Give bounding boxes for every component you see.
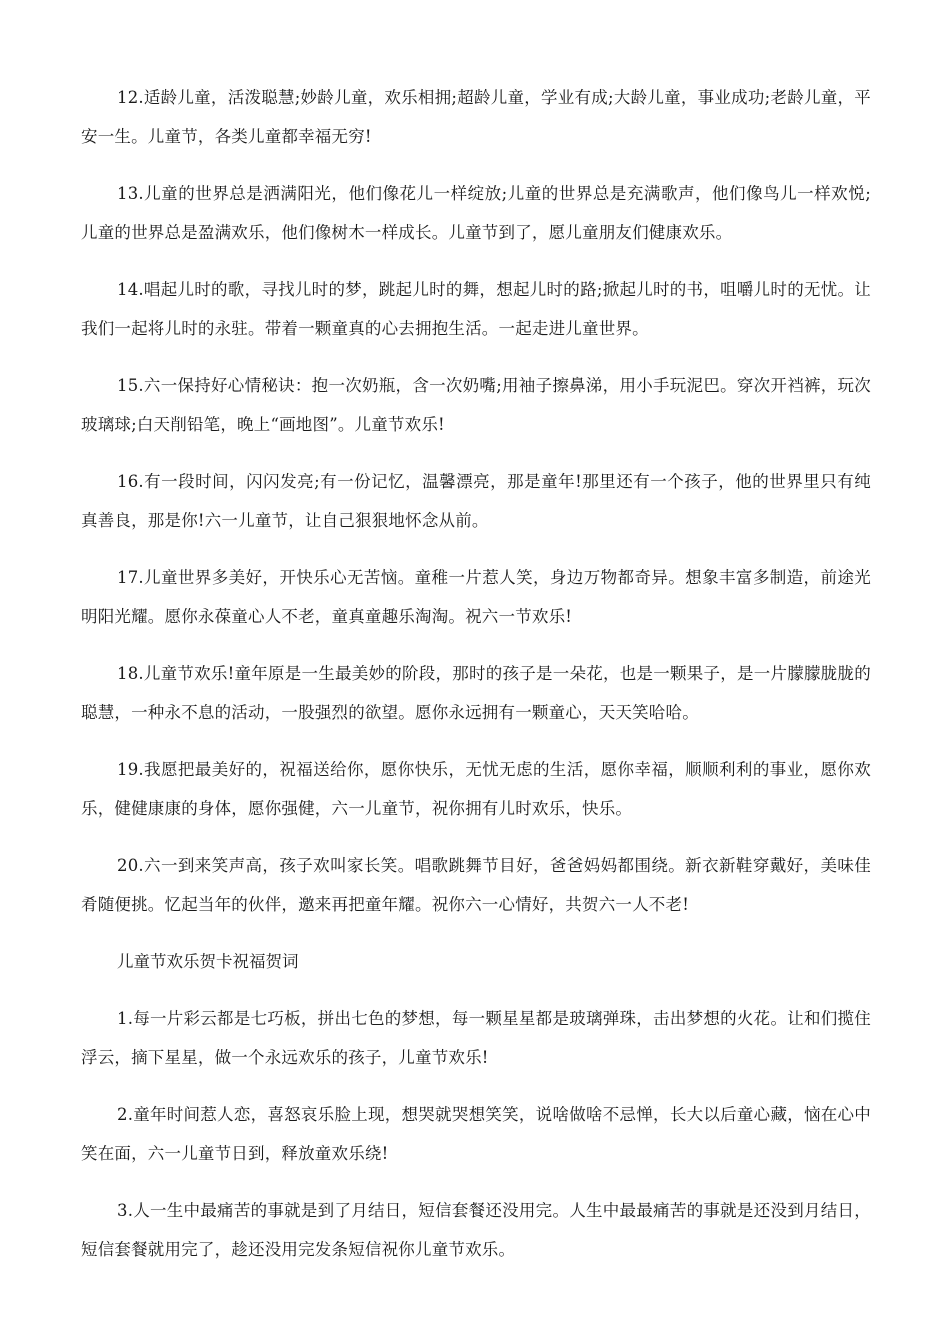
paragraph-17: 17.儿童世界多美好，开快乐心无苦恼。童稚一片惹人笑，身边万物都奇异。想象丰富多制造，前途光明阳光耀。愿你永葆童心人不老，童真童趣乐淘淘。祝六一节欢乐! [81,568,871,626]
section-paragraph-2: 2.童年时间惹人恋，喜怒哀乐脸上现，想哭就哭想笑笑，说啥做啥不忌惮，长大以后童心藏，恼在心中笑在面，六一儿童节日到，释放童欢乐绕! [81,1105,871,1163]
paragraph-12: 12.适龄儿童，活泼聪慧;妙龄儿童，欢乐相拥;超龄儿童，学业有成;大龄儿童，事业成功;老龄儿童，平安一生。儿童节，各类儿童都幸福无穷! [81,88,871,146]
document-body [81,78,871,1287]
paragraph-20: 20.六一到来笑声高，孩子欢叫家长笑。唱歌跳舞节目好，爸爸妈妈都围绕。新衣新鞋穿戴好，美味佳肴随便挑。忆起当年的伙伴，邀来再把童年耀。祝你六一心情好，共贺六一人不老! [81,856,871,914]
paragraph-18: 18.儿童节欢乐!童年原是一生最美妙的阶段，那时的孩子是一朵花，也是一颗果子，是一片朦朦胧胧的聪慧，一种永不息的活动，一股强烈的欲望。愿你永远拥有一颗童心，天天笑哈哈。 [81,664,871,722]
paragraph-19: 19.我愿把最美好的，祝福送给你，愿你快乐，无忧无虑的生活，愿你幸福，顺顺利利的事业，愿你欢乐，健健康康的身体，愿你强健，六一儿童节，祝你拥有儿时欢乐，快乐。 [81,760,871,818]
section-heading: 儿童节欢乐贺卡祝福贺词 [117,952,299,971]
section-paragraph-3: 3.人一生中最痛苦的事就是到了月结日，短信套餐还没用完。人生中最最痛苦的事就是还没到月结日，短信套餐就用完了，趁还没用完发条短信祝你儿童节欢乐。 [81,1201,871,1259]
paragraph-15: 15.六一保持好心情秘诀：抱一次奶瓶，含一次奶嘴;用袖子擦鼻涕，用小手玩泥巴。穿次开裆裤，玩次玻璃球;白天削铅笔，晚上“画地图”。儿童节欢乐! [81,376,871,434]
paragraph-16: 16.有一段时间，闪闪发亮;有一份记忆，温馨漂亮，那是童年!那里还有一个孩子，他的世界里只有纯真善良，那是你!六一儿童节，让自己狠狠地怀念从前。 [81,472,871,530]
section-paragraph-1: 1.每一片彩云都是七巧板，拼出七色的梦想，每一颗星星都是玻璃弹珠，击出梦想的火花。让和们揽住浮云，摘下星星，做一个永远欢乐的孩子，儿童节欢乐! [81,1009,871,1067]
paragraph-13: 13.儿童的世界总是洒满阳光，他们像花儿一样绽放;儿童的世界总是充满歌声，他们像鸟儿一样欢悦;儿童的世界总是盈满欢乐，他们像树木一样成长。儿童节到了，愿儿童朋友们健康欢乐。 [81,184,871,242]
paragraph-14: 14.唱起儿时的歌，寻找儿时的梦，跳起儿时的舞，想起儿时的路;掀起儿时的书，咀嚼儿时的无忧。让我们一起将儿时的永驻。带着一颗童真的心去拥抱生活。一起走进儿童世界。 [81,280,871,338]
